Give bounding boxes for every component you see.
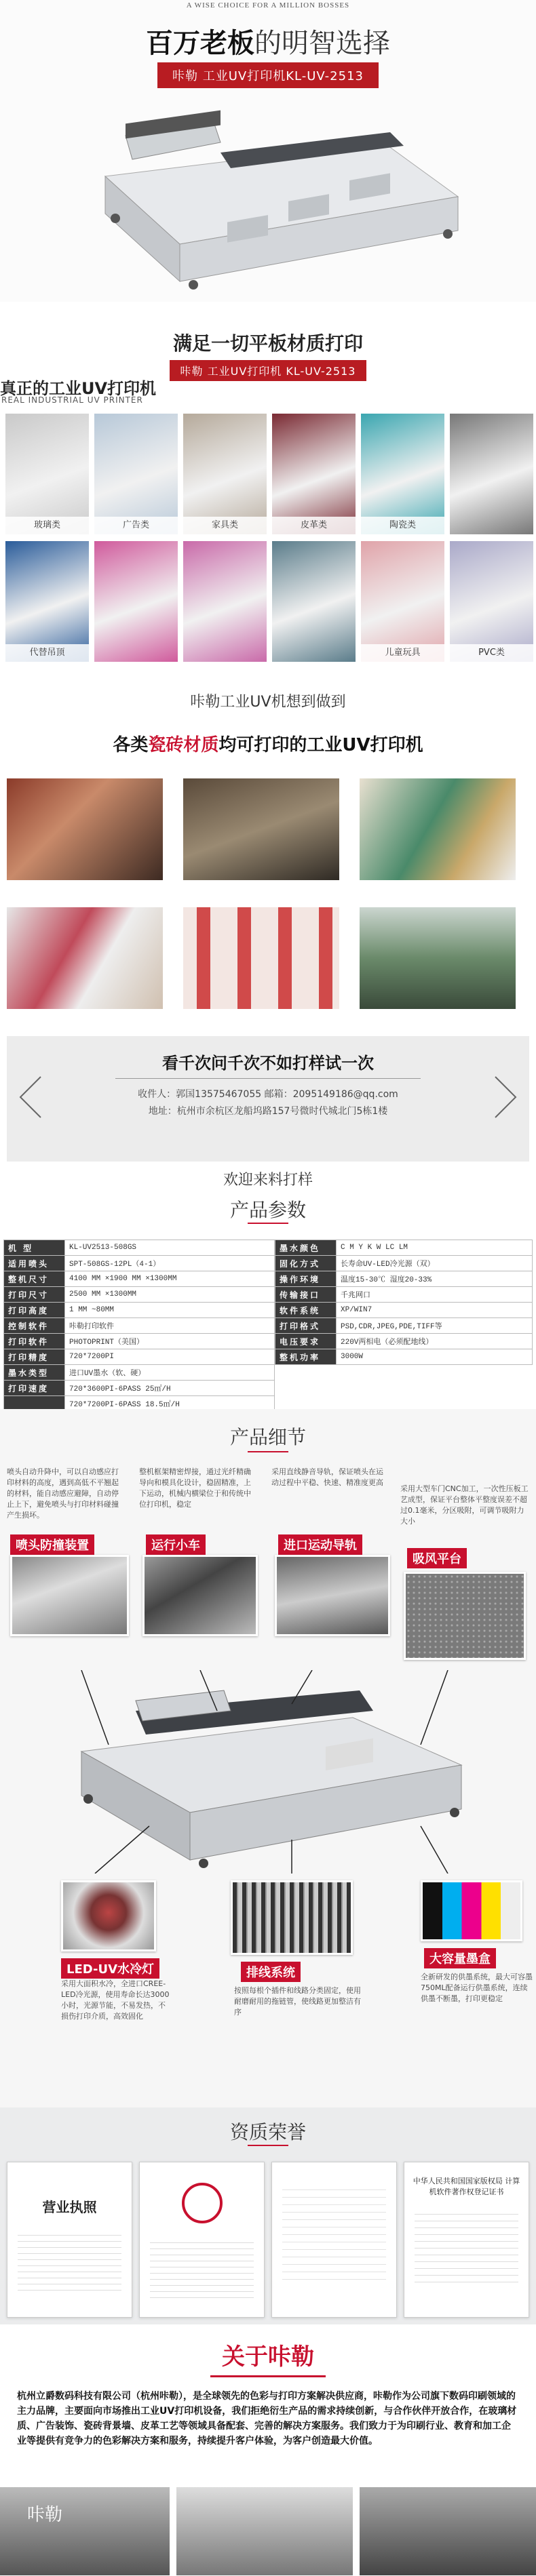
- details-section: [0, 1409, 536, 2107]
- material-tile-label: 代替吊顶: [5, 644, 89, 662]
- param-key: 墨水类型: [4, 1365, 65, 1381]
- real-industrial-cn: 真正的工业UV打印机: [0, 379, 157, 398]
- about-section: [0, 2324, 536, 2576]
- sample-contact: 收件人：郭国13575467055 邮箱：2095149186@qq.com: [138, 1089, 398, 1100]
- param-key: 打印软件: [4, 1334, 65, 1349]
- led-text: 采用大面积水冷，全进口CREE-LED冷光源，使用寿命长达3000小时，光源节能，不易发热，不损伤打印介质，高效固化: [61, 1979, 170, 2021]
- ink-text: 全新研发的供墨系统，最大可容墨750ML配备运行供墨系统，连续供墨不断墨，打印更稳定: [421, 1973, 533, 2003]
- sample-photo: [7, 907, 163, 1009]
- param-row: [4, 1287, 275, 1303]
- param-key: 操作环境: [275, 1271, 337, 1287]
- material-tile: [450, 414, 533, 534]
- param-row: [4, 1271, 275, 1287]
- material-tile: [5, 414, 89, 534]
- sample-photo: [360, 907, 516, 1009]
- material-tile: [272, 541, 356, 662]
- param-value: 720*3600PI-6PASS 25㎡/H: [65, 1381, 275, 1396]
- param-key: 固化方式: [275, 1256, 337, 1271]
- uv-printer-image: [64, 95, 472, 292]
- material-tile-label: 广告类: [94, 517, 178, 534]
- sample-photo: [360, 778, 516, 880]
- param-value: C M Y K W LC LM: [337, 1240, 533, 1256]
- factory-photo: [360, 2487, 536, 2575]
- certificate: [271, 2162, 397, 2318]
- material-tile-label: 家具类: [183, 517, 267, 534]
- param-row: [275, 1287, 533, 1303]
- param-row: [4, 1240, 275, 1256]
- param-value: 4100 MM ×1900 MM ×1300MM: [65, 1271, 275, 1287]
- led-label: LED-UV水冷灯: [61, 1958, 159, 1979]
- param-key: 电压要求: [275, 1334, 337, 1349]
- param-key: 适用喷头: [4, 1256, 65, 1271]
- params-title: 产品参数: [229, 1199, 306, 1221]
- cable-text: 按照每根个插件和线路分类固定，使用耐磨耐用的拖链管，使线路更加整洁有序: [234, 1986, 361, 2017]
- nozzle-label: 喷头防撞装置: [10, 1534, 94, 1555]
- param-row: [275, 1240, 533, 1256]
- about-text: 杭州立爵数码科技有限公司（杭州咔勒），是全球领先的色彩与打印方案解决供应商，咔勒作为公司旗下数码印刷领域的主力品牌，主要面向市场推出工业UV打印机设备，我们拒绝衍生产品的需求持续创新，与合作伙伴开放合作，在玻璃材质、广告装饰、瓷砖背景墙、皮革工艺等领域具备配套、完善的解决方案服务。我们致力于为印刷行业、教育和加工企业等提供有竞争力的色彩解决方案和服务，持续提升客户体验，为客户创造最大价值。: [17, 2391, 517, 2446]
- hero-section: [0, 0, 536, 302]
- material-tile: [272, 414, 356, 534]
- param-row: [4, 1381, 275, 1396]
- material-tile-label: 玻璃类: [5, 517, 89, 534]
- sample-photo: [183, 907, 339, 1009]
- param-key: 打印尺寸: [4, 1287, 65, 1303]
- param-value: SPT-508GS-12PL（4-1）: [65, 1256, 275, 1271]
- material-tile: [183, 541, 267, 662]
- cable-image: [231, 1880, 353, 1955]
- param-row: [275, 1349, 533, 1365]
- param-value: PHOTOPRINT（美国）: [65, 1334, 275, 1349]
- param-row: [4, 1318, 275, 1334]
- material-tile: [450, 541, 533, 662]
- param-row: [4, 1349, 275, 1365]
- material-tile: [361, 541, 444, 662]
- param-value: PSD,CDR,JPEG,PDE,TIFF等: [337, 1318, 533, 1334]
- material-tile: [94, 414, 178, 534]
- param-value: 千兆网口: [337, 1287, 533, 1303]
- cart-label: 运行小车: [146, 1534, 206, 1555]
- param-key: 墨水颜色: [275, 1240, 337, 1256]
- materials-section: [0, 302, 536, 677]
- param-key: 整机功率: [275, 1349, 337, 1365]
- param-key: 打印速度: [4, 1381, 65, 1396]
- cart-image: [142, 1555, 258, 1636]
- tile-photo-grid: [0, 778, 536, 1009]
- suction-image: [404, 1572, 526, 1660]
- factory-photo: 咔勒: [0, 2487, 170, 2575]
- param-key: 机 型: [4, 1240, 65, 1256]
- material-tile-label: PVC类: [450, 644, 533, 662]
- honors-title: 资质荣誉: [229, 2121, 306, 2143]
- title-underline: [248, 1451, 288, 1452]
- material-tile-label: 皮革类: [272, 517, 356, 534]
- rail-text: 采用直线静音导轨，保证喷头在运动过程中平稳、快速、精准度更高: [271, 1467, 383, 1487]
- params-table-left: [3, 1240, 275, 1412]
- params-table-right: [275, 1240, 533, 1365]
- details-title: 产品细节: [229, 1426, 306, 1448]
- material-tile: [5, 541, 89, 662]
- param-key: 整机尺寸: [4, 1271, 65, 1287]
- param-value: 720*7200PI-6PASS 18.5㎡/H: [65, 1396, 275, 1412]
- cart-text: 整机框架精密焊接，通过光纤精确导向和模具化设计，稳固精准，上下运动，机械内横梁位于和传统中位打印机，稳定: [139, 1467, 251, 1509]
- welcome-sample-text: 欢迎来料打样: [223, 1172, 313, 1189]
- material-tiles: [0, 414, 536, 662]
- param-row: [275, 1318, 533, 1334]
- sample-request-box: [7, 1036, 529, 1162]
- sample-photo: [7, 778, 163, 880]
- param-row: [4, 1256, 275, 1271]
- hero-model-badge: 咔勒 工业UV打印机KL-UV-2513: [0, 62, 536, 88]
- uv-printer-detail-image: [68, 1670, 475, 1874]
- hero-title: 百万老板的明智选择: [146, 28, 390, 59]
- param-value: 220V两相电（必须配地线）: [337, 1334, 533, 1349]
- param-value: 温度15-30℃ 湿度20-33%: [337, 1271, 533, 1287]
- sample-photo: [183, 778, 339, 880]
- certificate: [139, 2162, 265, 2318]
- param-key: 传输接口: [275, 1287, 337, 1303]
- sample-address: 地址：杭州市余杭区龙船坞路157号微时代城北门5栋1楼: [148, 1106, 388, 1117]
- param-value: KL-UV2513-508GS: [65, 1240, 275, 1256]
- suction-text: 采用大型车门CNC加工，一次性压板工艺成型，保证平台整体平整度误差不超过0.1毫米，分区吸附，可调节吸附力大小: [400, 1484, 529, 1526]
- title-underline: [248, 1223, 288, 1224]
- tile-printing-section: [0, 677, 536, 1189]
- business-license: 营业执照: [7, 2162, 132, 2318]
- dowell-subtitle: 咔勒工业UV机想到做到: [190, 694, 346, 711]
- dowell-title: 各类瓷砖材质均可打印的工业UV打印机: [113, 735, 423, 755]
- param-value: 进口UV墨水（软、硬）: [65, 1365, 275, 1381]
- param-key: 软件系统: [275, 1303, 337, 1318]
- materials-title: 满足一切平板材质打印: [172, 332, 363, 355]
- factory-photo: [176, 2487, 353, 2575]
- material-tile: [94, 541, 178, 662]
- ink-label: 大容量墨盒: [424, 1948, 496, 1968]
- material-tile-label: 儿童玩具: [361, 644, 444, 662]
- param-row: [4, 1303, 275, 1318]
- param-row: [4, 1365, 275, 1381]
- param-row: [275, 1256, 533, 1271]
- param-value: XP/WIN7: [337, 1303, 533, 1318]
- param-value: 2500 MM ×1300MM: [65, 1287, 275, 1303]
- nozzle-text: 喷头自动升降中，可以自动感应打印材料的高度，遇到高低不平翘起的材料，能自动感应避障，自动停止上下，避免喷头与打印材料碰撞产生损坏。: [7, 1467, 119, 1520]
- param-value: 720*7200PI: [65, 1349, 275, 1365]
- cable-label: 排线系统: [241, 1962, 301, 1982]
- suction-label: 吸风平台: [407, 1548, 467, 1568]
- param-key: 打印精度: [4, 1349, 65, 1365]
- param-value: 1 MM ~80MM: [65, 1303, 275, 1318]
- param-key: 打印高度: [4, 1303, 65, 1318]
- hero-tagline: A WISE CHOICE FOR A MILLION BOSSES: [186, 1, 350, 9]
- param-row: [275, 1303, 533, 1318]
- title-underline: [210, 2375, 326, 2377]
- rail-image: [275, 1555, 390, 1636]
- title-underline: [248, 2145, 288, 2146]
- param-value: 长寿命UV-LED冷光源（双）: [337, 1256, 533, 1271]
- ink-image: [421, 1880, 522, 1941]
- material-tile: [183, 414, 267, 534]
- real-industrial-en: REAL INDUSTRIAL UV PRINTER: [1, 395, 143, 405]
- params-section: [0, 1185, 536, 1409]
- led-image: [61, 1880, 156, 1951]
- param-key: 控制软件: [4, 1318, 65, 1334]
- software-copyright-certificate: 中华人民共和国国家版权局 计算机软件著作权登记证书: [404, 2162, 529, 2318]
- param-value: 3000W: [337, 1349, 533, 1365]
- about-title: 关于咔勒: [222, 2343, 314, 2371]
- sample-title: 看千次问千次不如打样试一次: [162, 1054, 374, 1073]
- honors-section: [0, 2107, 536, 2324]
- material-tile: [361, 414, 444, 534]
- materials-model-badge: 咔勒 工业UV打印机 KL-UV-2513: [0, 360, 536, 381]
- material-tile-label: 陶瓷类: [361, 517, 444, 534]
- param-row: [4, 1334, 275, 1349]
- param-row: [275, 1334, 533, 1349]
- rail-label: 进口运动导轨: [278, 1534, 362, 1555]
- param-row: [275, 1271, 533, 1287]
- divider: [115, 1078, 421, 1079]
- param-key: 打印格式: [275, 1318, 337, 1334]
- nozzle-image: [10, 1555, 129, 1636]
- param-value: 咔勒打印软件: [65, 1318, 275, 1334]
